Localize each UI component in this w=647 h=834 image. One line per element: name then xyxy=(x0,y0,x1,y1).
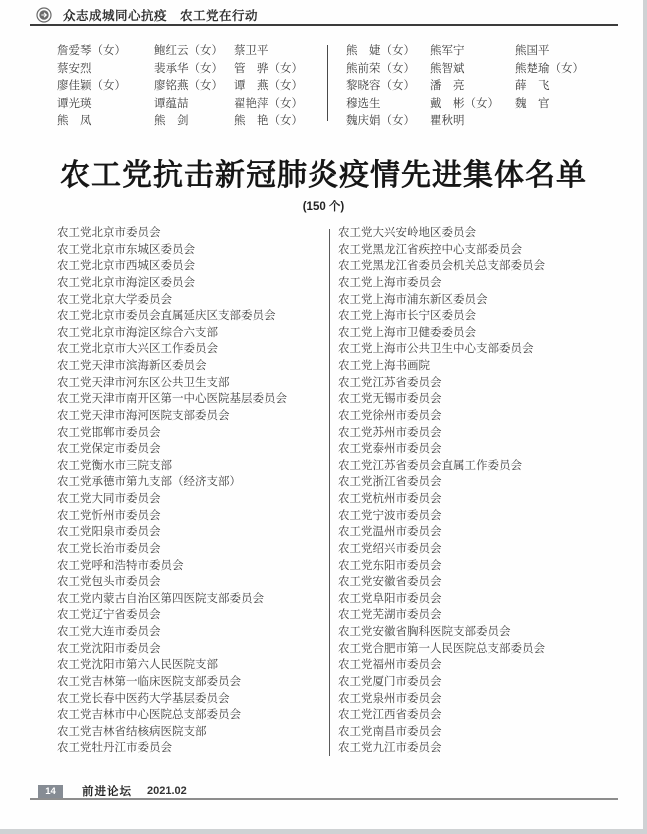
roster-item: 农工党杭州市委员会 xyxy=(338,493,442,505)
roster-item: 农工党沈阳市委员会 xyxy=(57,642,161,655)
person-name: 熊 艳（女） xyxy=(234,115,303,128)
roster-item: 农工党厦门市委员会 xyxy=(338,675,442,688)
roster-item: 农工党北京市海淀区综合六支部 xyxy=(57,326,218,339)
journal-title: 前进论坛 xyxy=(82,786,132,798)
roster-item: 农工党牡丹江市委员会 xyxy=(57,742,172,755)
roster-item: 农工党长治市委员会 xyxy=(57,542,161,555)
person-name: 魏 官 xyxy=(515,97,550,110)
page-title: 农工党抗击新冠肺炎疫情先进集体名单 xyxy=(60,159,587,192)
roster-right-column xyxy=(338,225,606,757)
roster-item: 农工党合肥市第一人民医院总支部委员会 xyxy=(338,642,545,655)
person-name: 谭光瑛 xyxy=(57,97,92,110)
roster-section xyxy=(57,225,606,757)
person-name: 熊国平 xyxy=(515,45,550,57)
roster-item: 农工党上海市委员会 xyxy=(338,276,442,289)
roster-item: 农工党北京市大兴区工作委员会 xyxy=(57,343,218,356)
header-slogan: 众志成城同心抗疫 农工党在行动 xyxy=(63,9,259,23)
names-column xyxy=(234,43,325,131)
person-name: 熊 婕（女） xyxy=(346,45,415,57)
roster-item: 农工党上海市长宁区委员会 xyxy=(338,310,476,323)
names-column xyxy=(154,43,234,131)
scan-edge-bottom xyxy=(0,829,647,834)
person-name: 熊智斌 xyxy=(430,62,465,75)
roster-item: 农工党天津市南开区第一中心医院基层委员会 xyxy=(57,393,287,406)
roster-item: 农工党忻州市委员会 xyxy=(57,509,161,522)
person-name: 黎晓容（女） xyxy=(346,80,415,93)
roster-item: 农工党黑龙江省委员会机关总支部委员会 xyxy=(338,260,545,273)
roster-item: 农工党福州市委员会 xyxy=(338,659,442,672)
header-rule xyxy=(30,24,618,26)
person-name: 穆选生 xyxy=(346,97,381,110)
roster-item: 农工党江苏省委员会直属工作委员会 xyxy=(338,459,522,472)
roster-item: 农工党内蒙古自治区第四医院支部委员会 xyxy=(57,592,264,605)
honorees-right-block xyxy=(346,43,611,131)
roster-item: 农工党江苏省委员会 xyxy=(338,376,442,389)
roster-item: 农工党呼和浩特市委员会 xyxy=(57,559,184,572)
honorees-section xyxy=(57,43,611,131)
person-name: 熊 凤 xyxy=(57,115,92,128)
roster-item: 农工党保定市委员会 xyxy=(57,443,161,456)
count-note: (150 个) xyxy=(302,201,345,213)
roster-item: 农工党泰州市委员会 xyxy=(338,443,442,456)
roster-item: 农工党北京市西城区委员会 xyxy=(57,260,195,273)
roster-item: 农工党黑龙江省疾控中心支部委员会 xyxy=(338,243,522,256)
roster-item: 农工党浙江省委员会 xyxy=(338,476,442,489)
roster-item: 农工党辽宁省委员会 xyxy=(57,609,161,622)
roster-item: 农工党九江市委员会 xyxy=(338,742,442,755)
roster-item: 农工党徐州市委员会 xyxy=(338,409,442,422)
roster-item: 农工党温州市委员会 xyxy=(338,526,442,539)
person-name: 蔡卫平 xyxy=(234,45,269,57)
roster-item: 农工党安徽省胸科医院支部委员会 xyxy=(338,626,511,638)
roster-item: 农工党天津市滨海新区委员会 xyxy=(57,360,207,372)
roster-item: 农工党无锡市委员会 xyxy=(338,393,442,406)
roster-item: 农工党上海书画院 xyxy=(338,360,430,372)
footer-rule xyxy=(30,798,618,800)
roster-item: 农工党宁波市委员会 xyxy=(338,509,442,522)
roster-item: 农工党吉林第一临床医院支部委员会 xyxy=(57,675,241,688)
roster-item: 农工党绍兴市委员会 xyxy=(338,542,442,555)
person-name: 裴承华（女） xyxy=(154,62,223,75)
roster-item: 农工党北京市委员会直属延庆区支部委员会 xyxy=(57,310,276,323)
circle-right-arrow-icon xyxy=(36,7,52,23)
roster-item: 农工党邯郸市委员会 xyxy=(57,426,161,439)
roster-item: 农工党长春中医药大学基层委员会 xyxy=(57,692,230,705)
roster-item: 农工党北京市东城区委员会 xyxy=(57,243,195,256)
roster-item: 农工党苏州市委员会 xyxy=(338,426,442,439)
person-name: 廖佳颖（女） xyxy=(57,80,126,93)
person-name: 谭 燕（女） xyxy=(234,80,303,93)
person-name: 詹爱琴（女） xyxy=(57,45,126,57)
person-name: 管 骅（女） xyxy=(234,62,303,75)
roster-item: 农工党大兴安岭地区委员会 xyxy=(338,227,476,239)
person-name: 瞿秋明 xyxy=(430,115,465,128)
roster-item: 农工党北京市委员会 xyxy=(57,227,161,239)
roster-item: 农工党北京大学委员会 xyxy=(57,293,172,306)
person-name: 潘 亮 xyxy=(430,80,465,93)
names-column xyxy=(346,43,430,131)
roster-item: 农工党沈阳市第六人民医院支部 xyxy=(57,659,218,672)
person-name: 薛 飞 xyxy=(515,80,550,93)
roster-item: 农工党上海市卫健委委员会 xyxy=(338,326,476,339)
person-name: 蔡安烈 xyxy=(57,62,92,75)
roster-column-divider xyxy=(329,229,330,756)
roster-item: 农工党江西省委员会 xyxy=(338,709,442,722)
person-name: 熊军宁 xyxy=(430,45,465,57)
footer xyxy=(38,783,187,799)
roster-item: 农工党衡水市三院支部 xyxy=(57,459,172,472)
roster-item: 农工党大连市委员会 xyxy=(57,626,161,638)
names-column-divider xyxy=(327,45,328,121)
roster-item: 农工党阳泉市委员会 xyxy=(57,526,161,539)
roster-item: 农工党吉林市中心医院总支部委员会 xyxy=(57,709,241,722)
issue-number: 2021.02 xyxy=(147,785,187,797)
roster-item: 农工党包头市委员会 xyxy=(57,576,161,589)
person-name: 廖铭燕（女） xyxy=(154,80,223,93)
page-number-badge: 14 xyxy=(38,785,63,798)
roster-left-column xyxy=(57,225,329,757)
person-name: 鲍红云（女） xyxy=(154,45,223,57)
roster-item: 农工党上海市公共卫生中心支部委员会 xyxy=(338,343,534,356)
person-name: 戴 彬（女） xyxy=(430,97,499,110)
person-name: 熊 剑 xyxy=(154,115,189,128)
roster-item: 农工党阜阳市委员会 xyxy=(338,592,442,605)
roster-item: 农工党承德市第九支部（经济支部） xyxy=(57,476,241,489)
scan-edge-right xyxy=(643,0,647,834)
honorees-left-block xyxy=(57,43,325,131)
person-name: 熊楚瑜（女） xyxy=(515,62,584,75)
names-column xyxy=(57,43,154,131)
names-column xyxy=(430,43,515,131)
roster-item: 农工党天津市海河医院支部委员会 xyxy=(57,409,230,422)
names-column xyxy=(515,43,611,131)
person-name: 谭蕴喆 xyxy=(154,97,189,110)
person-name: 翟艳萍（女） xyxy=(234,97,303,110)
roster-item: 农工党北京市海淀区委员会 xyxy=(57,276,195,289)
roster-item: 农工党吉林省结核病医院支部 xyxy=(57,725,207,738)
person-name: 熊前荣（女） xyxy=(346,62,415,75)
roster-item: 农工党上海市浦东新区委员会 xyxy=(338,293,488,306)
roster-item: 农工党天津市河东区公共卫生支部 xyxy=(57,376,230,389)
roster-item: 农工党安徽省委员会 xyxy=(338,576,442,589)
roster-item: 农工党芜湖市委员会 xyxy=(338,609,442,622)
roster-item: 农工党大同市委员会 xyxy=(57,493,161,505)
header-bar xyxy=(36,6,258,24)
roster-item: 农工党南昌市委员会 xyxy=(338,725,442,738)
person-name: 魏庆娟（女） xyxy=(346,115,415,128)
roster-item: 农工党泉州市委员会 xyxy=(338,692,442,705)
roster-item: 农工党东阳市委员会 xyxy=(338,559,442,572)
